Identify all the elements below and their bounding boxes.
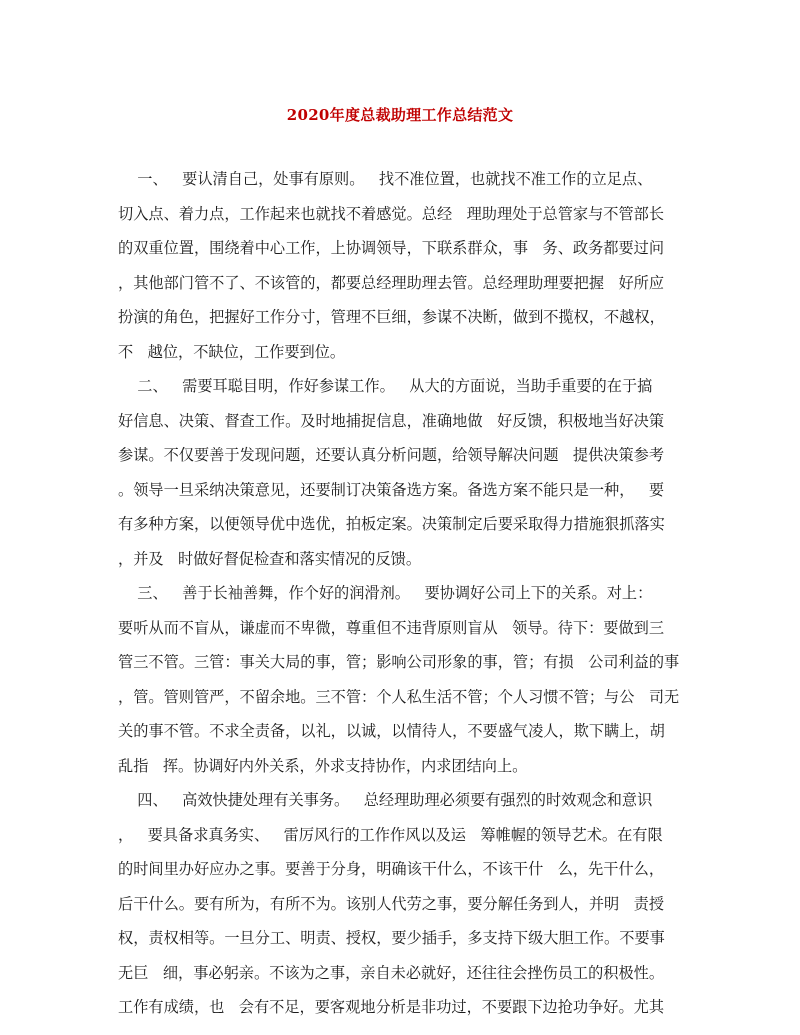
text-line: 切入点、着力点，工作起来也就找不着感觉。总经 理助理处于总管家与不管部长 xyxy=(118,204,665,223)
text-line: ， 要具备求真务实、 雷厉风行的工作作风以及运 筹帷幄的领导艺术。在有限 xyxy=(118,825,663,844)
text-line: 好信息、决策、督查工作。及时地捕捉信息，准确地做 好反馈，积极地当好决策 xyxy=(118,411,665,430)
text-line: ，并及 时做好督促检查和落实情况的反馈。 xyxy=(118,549,422,568)
text-line: 三、 善于长袖善舞，作个好的润滑剂。 要协调好公司上下的关系。对上： xyxy=(118,584,653,602)
text-line: 无巨 细，事必躬亲。不该为之事，亲自未必就好，还往往会挫伤员工的积极性。 xyxy=(118,963,665,982)
text-line: 。领导一旦采纳决策意见，还要制订决策备选方案。备选方案不能只是一种， 要 xyxy=(118,480,665,499)
text-line: 参谋。不仅要善于发现问题，还要认真分析问题，给领导解决问题 提供决策参考 xyxy=(118,446,665,464)
text-line: 要听从而不盲从，谦虚而不卑微，尊重但不违背原则盲从 领导。待下：要做到三 xyxy=(118,618,665,637)
document-body xyxy=(118,162,690,1025)
text-line: 扮演的角色，把握好工作分寸，管理不巨细，参谋不决断，做到不揽权，不越权， xyxy=(118,308,665,326)
text-line: 的时间里办好应办之事。要善于分身，明确该干什么，不该干什 么，先干什么， xyxy=(118,860,665,878)
text-line: 权，责权相等。一旦分工、明责、授权，要少插手，多支持下级大胆工作。不要事 xyxy=(118,929,665,947)
text-line: 二、 需要耳聪目明，作好参谋工作。 从大的方面说，当助手重要的在于搞 xyxy=(118,377,653,395)
text-line: 一、 要认清自己，处事有原则。 找不准位置，也就找不准工作的立足点、 xyxy=(118,170,653,188)
text-line: 管三不管。三管：事关大局的事，管；影响公司形象的事，管；有损 公司利益的事 xyxy=(118,653,680,671)
text-line: ，其他部门管不了、不该管的，都要总经理助理去管。总经理助理要把握 好所应 xyxy=(118,273,665,292)
document-title: 2020年度总裁助理工作总结范文 xyxy=(286,106,514,124)
text-line: 四、 高效快捷处理有关事务。 总经理助理必须要有强烈的时效观念和意识 xyxy=(118,791,653,809)
text-line: 不 越位，不缺位，工作要到位。 xyxy=(118,342,346,361)
text-line: 乱指 挥。协调好内外关系，外求支持协作，内求团结向上。 xyxy=(118,756,528,775)
text-line: ，管。管则管严，不留余地。三不管：个人私生活不管；个人习惯不管；与公 司无 xyxy=(118,687,680,706)
text-line: 工作有成绩，也 会有不足，要客观地分析是非功过，不要跟下边抢功争好。尤其 xyxy=(118,998,665,1016)
text-line: 关的事不管。不求全责备，以礼，以诚，以情待人，不要盛气凌人，欺下瞒上，胡 xyxy=(118,722,665,740)
text-line: 有多种方案，以便领导优中选优，拍板定案。决策制定后要采取得力措施狠抓落实 xyxy=(118,515,665,533)
text-line: 的双重位置，围绕着中心工作，上协调领导，下联系群众，事 务、政务都要过问 xyxy=(118,239,665,257)
text-line: 后干什么。要有所为，有所不为。该别人代劳之事，要分解任务到人，并明 责授 xyxy=(118,894,665,913)
